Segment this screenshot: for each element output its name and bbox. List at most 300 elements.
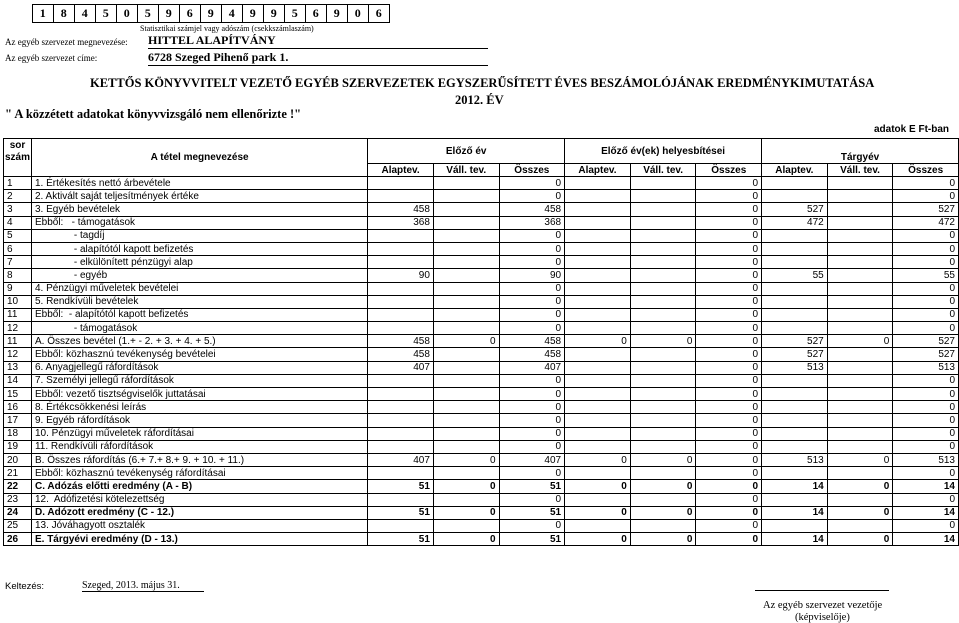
row-label: 13. Jóváhagyott osztalék — [31, 519, 367, 532]
value-cell — [762, 242, 828, 255]
value-cell — [762, 493, 828, 506]
value-cell: 51 — [368, 506, 434, 519]
value-cell — [565, 282, 631, 295]
value-cell: 0 — [893, 229, 959, 242]
value-cell: 0 — [893, 519, 959, 532]
value-cell — [565, 295, 631, 308]
row-label: 12. Adófizetési kötelezettség — [31, 493, 367, 506]
value-cell — [630, 374, 696, 387]
row-label: 11. Rendkívüli ráfordítások — [31, 440, 367, 453]
value-cell — [827, 308, 893, 321]
sub-header-cell: Alaptev. — [762, 164, 828, 177]
value-cell: 527 — [762, 203, 828, 216]
table-row — [4, 348, 959, 361]
value-cell — [565, 401, 631, 414]
value-cell — [565, 216, 631, 229]
value-cell: 0 — [696, 177, 762, 190]
row-label: 8. Értékcsökkenési leírás — [31, 401, 367, 414]
value-cell — [565, 190, 631, 203]
row-label: A. Összes bevétel (1.+ - 2. + 3. + 4. + 5.) — [31, 335, 367, 348]
row-label: 4. Pénzügyi műveletek bevételei — [31, 282, 367, 295]
table-row — [4, 467, 959, 480]
value-cell — [827, 388, 893, 401]
value-cell: 407 — [368, 453, 434, 466]
value-cell — [630, 256, 696, 269]
value-cell — [630, 493, 696, 506]
row-label: - alapítótól kapott befizetés — [31, 242, 367, 255]
value-cell — [762, 427, 828, 440]
value-cell — [565, 361, 631, 374]
row-label: E. Tárgyévi eredmény (D - 13.) — [31, 533, 367, 546]
value-cell — [827, 229, 893, 242]
value-cell: 0 — [696, 282, 762, 295]
row-number: 11 — [4, 335, 32, 348]
row-label: 3. Egyéb bevételek — [31, 203, 367, 216]
value-cell: 0 — [696, 242, 762, 255]
value-cell — [827, 216, 893, 229]
value-cell: 0 — [696, 361, 762, 374]
value-cell — [565, 519, 631, 532]
row-number: 21 — [4, 467, 32, 480]
row-label: C. Adózás előtti eredmény (A - B) — [31, 480, 367, 493]
value-cell — [827, 295, 893, 308]
value-cell — [630, 322, 696, 335]
value-cell — [565, 229, 631, 242]
value-cell: 0 — [893, 427, 959, 440]
stat-number-digit: 9 — [263, 4, 286, 23]
sub-header-cell: Összes — [696, 164, 762, 177]
value-cell — [630, 190, 696, 203]
sub-header-cell: Váll. tev. — [433, 164, 499, 177]
value-cell — [433, 388, 499, 401]
value-cell: 0 — [696, 203, 762, 216]
value-cell: 0 — [433, 453, 499, 466]
table-row — [4, 295, 959, 308]
value-cell: 407 — [499, 453, 565, 466]
table-row — [4, 177, 959, 190]
value-cell — [630, 229, 696, 242]
value-cell: 0 — [433, 506, 499, 519]
stat-number-digit: 6 — [368, 4, 391, 23]
value-cell — [762, 295, 828, 308]
value-cell: 14 — [893, 533, 959, 546]
value-cell — [565, 467, 631, 480]
table-row — [4, 361, 959, 374]
value-cell: 0 — [696, 216, 762, 229]
group-prev: Előző év — [368, 139, 565, 164]
row-label: - egyéb — [31, 269, 367, 282]
value-cell — [433, 256, 499, 269]
value-cell — [762, 190, 828, 203]
value-cell — [433, 519, 499, 532]
value-cell: 513 — [893, 453, 959, 466]
value-cell: 458 — [368, 203, 434, 216]
value-cell: 14 — [893, 480, 959, 493]
value-cell — [827, 203, 893, 216]
col-sor: sor — [4, 139, 32, 152]
value-cell: 0 — [565, 506, 631, 519]
value-cell: 0 — [630, 453, 696, 466]
value-cell: 0 — [827, 506, 893, 519]
value-cell: 14 — [762, 506, 828, 519]
value-cell — [827, 427, 893, 440]
value-cell — [630, 388, 696, 401]
value-cell — [827, 361, 893, 374]
row-label: - tagdíj — [31, 229, 367, 242]
row-label: 9. Egyéb ráfordítások — [31, 414, 367, 427]
sub-header-cell: Összes — [499, 164, 565, 177]
value-cell: 0 — [696, 269, 762, 282]
value-cell: 0 — [499, 388, 565, 401]
row-number: 9 — [4, 282, 32, 295]
value-cell: 0 — [499, 493, 565, 506]
value-cell: 90 — [368, 269, 434, 282]
stat-number-digit: 0 — [116, 4, 139, 23]
value-cell — [565, 308, 631, 321]
value-cell — [630, 519, 696, 532]
stat-number-digit: 5 — [137, 4, 160, 23]
value-cell: 55 — [762, 269, 828, 282]
value-cell — [565, 256, 631, 269]
value-cell: 51 — [368, 533, 434, 546]
value-cell: 0 — [696, 401, 762, 414]
value-cell — [827, 401, 893, 414]
table-row — [4, 427, 959, 440]
row-number: 6 — [4, 242, 32, 255]
value-cell: 0 — [893, 388, 959, 401]
value-cell — [827, 440, 893, 453]
stat-number-caption: Statisztikai számjel vagy adószám (csekkszámlaszám) — [140, 24, 314, 33]
value-cell: 0 — [630, 506, 696, 519]
row-label: 1. Értékesítés nettó árbevétele — [31, 177, 367, 190]
value-cell: 0 — [696, 533, 762, 546]
row-label: - támogatások — [31, 322, 367, 335]
value-cell — [565, 203, 631, 216]
value-cell — [565, 322, 631, 335]
stat-number-digit: 9 — [158, 4, 181, 23]
value-cell: 0 — [696, 229, 762, 242]
value-cell: 0 — [696, 453, 762, 466]
value-cell — [630, 440, 696, 453]
value-cell — [433, 440, 499, 453]
report-title: KETTŐS KÖNYVVITELT VEZETŐ EGYÉB SZERVEZETEK EGYSZERŰSÍTETT ÉVES BESZÁMOLÓJÁNAK EREDMÉNYKIMUTATÁSA — [90, 76, 875, 90]
value-cell — [762, 256, 828, 269]
value-cell — [368, 242, 434, 255]
row-label: Ebből: - támogatások — [31, 216, 367, 229]
value-cell: 14 — [762, 480, 828, 493]
value-cell: 458 — [368, 335, 434, 348]
value-cell: 0 — [696, 388, 762, 401]
value-cell — [433, 295, 499, 308]
audit-note: " A közzétett adatokat könyvvizsgáló nem ellenőrizte !" — [5, 107, 302, 121]
value-cell — [762, 322, 828, 335]
value-cell: 0 — [499, 190, 565, 203]
row-number: 5 — [4, 229, 32, 242]
value-cell — [630, 308, 696, 321]
row-number: 23 — [4, 493, 32, 506]
value-cell — [368, 374, 434, 387]
value-cell: 0 — [499, 229, 565, 242]
value-cell — [565, 242, 631, 255]
value-cell: 0 — [893, 308, 959, 321]
signer-line1: Az egyéb szervezet vezetője — [763, 600, 883, 611]
stat-number-boxes — [33, 4, 390, 23]
table-row — [4, 229, 959, 242]
row-number: 4 — [4, 216, 32, 229]
row-label: 7. Személyi jellegű ráfordítások — [31, 374, 367, 387]
value-cell: 0 — [499, 256, 565, 269]
row-number: 22 — [4, 480, 32, 493]
value-cell — [827, 519, 893, 532]
value-cell — [368, 467, 434, 480]
value-cell — [630, 269, 696, 282]
value-cell — [827, 493, 893, 506]
stat-number-digit: 6 — [305, 4, 328, 23]
value-cell — [630, 401, 696, 414]
value-cell — [565, 427, 631, 440]
table-row — [4, 242, 959, 255]
value-cell: 0 — [893, 282, 959, 295]
value-cell: 0 — [893, 177, 959, 190]
value-cell: 0 — [696, 322, 762, 335]
value-cell — [565, 374, 631, 387]
value-cell — [630, 203, 696, 216]
org-name-label: Az egyéb szervezet megnevezése: — [5, 37, 128, 47]
value-cell — [368, 308, 434, 321]
value-cell: 0 — [630, 480, 696, 493]
value-cell — [762, 519, 828, 532]
value-cell — [827, 269, 893, 282]
row-label: D. Adózott eredmény (C - 12.) — [31, 506, 367, 519]
table-row — [4, 440, 959, 453]
stat-number-digit: 0 — [347, 4, 370, 23]
value-cell: 0 — [893, 374, 959, 387]
value-cell — [630, 467, 696, 480]
row-number: 13 — [4, 361, 32, 374]
value-cell: 0 — [630, 533, 696, 546]
value-cell: 0 — [499, 308, 565, 321]
value-cell: 0 — [499, 427, 565, 440]
value-cell: 0 — [499, 177, 565, 190]
value-cell — [762, 282, 828, 295]
table-row — [4, 401, 959, 414]
row-number: 2 — [4, 190, 32, 203]
org-address: 6728 Szeged Pihenő park 1. — [148, 50, 488, 66]
value-cell: 14 — [893, 506, 959, 519]
table-row — [4, 282, 959, 295]
value-cell: 0 — [893, 414, 959, 427]
stat-number-digit: 9 — [200, 4, 223, 23]
value-cell — [630, 282, 696, 295]
value-cell: 458 — [499, 203, 565, 216]
value-cell: 0 — [827, 453, 893, 466]
value-cell: 0 — [827, 480, 893, 493]
value-cell: 0 — [696, 256, 762, 269]
value-cell — [565, 440, 631, 453]
row-number: 16 — [4, 401, 32, 414]
value-cell — [433, 190, 499, 203]
value-cell: 407 — [368, 361, 434, 374]
value-cell — [630, 348, 696, 361]
value-cell: 0 — [696, 427, 762, 440]
value-cell: 458 — [499, 348, 565, 361]
value-cell — [565, 177, 631, 190]
table-row — [4, 308, 959, 321]
value-cell: 51 — [368, 480, 434, 493]
table-row — [4, 506, 959, 519]
row-label: Ebből: vezető tisztségviselők juttatásai — [31, 388, 367, 401]
table-row — [4, 322, 959, 335]
value-cell — [368, 256, 434, 269]
value-cell: 55 — [893, 269, 959, 282]
value-cell: 527 — [893, 203, 959, 216]
value-cell: 513 — [762, 361, 828, 374]
row-number: 10 — [4, 295, 32, 308]
value-cell — [433, 493, 499, 506]
value-cell — [630, 414, 696, 427]
row-number: 24 — [4, 506, 32, 519]
value-cell — [368, 229, 434, 242]
value-cell: 368 — [499, 216, 565, 229]
value-cell: 0 — [499, 282, 565, 295]
unit-note: adatok E Ft-ban — [874, 124, 950, 135]
row-label: 6. Anyagjellegű ráfordítások — [31, 361, 367, 374]
value-cell: 0 — [565, 480, 631, 493]
table-row — [4, 388, 959, 401]
value-cell: 0 — [565, 335, 631, 348]
value-cell — [565, 348, 631, 361]
value-cell: 0 — [565, 533, 631, 546]
value-cell — [827, 190, 893, 203]
value-cell: 14 — [762, 533, 828, 546]
value-cell — [433, 414, 499, 427]
table-row — [4, 216, 959, 229]
stat-number-digit: 5 — [95, 4, 118, 23]
group-corr: Előző év(ek) helyesbítései — [565, 139, 762, 164]
value-cell: 0 — [499, 401, 565, 414]
value-cell — [433, 203, 499, 216]
value-cell — [827, 414, 893, 427]
table-row — [4, 453, 959, 466]
row-label: 10. Pénzügyi műveletek ráfordításai — [31, 427, 367, 440]
value-cell — [565, 414, 631, 427]
value-cell: 0 — [630, 335, 696, 348]
value-cell: 90 — [499, 269, 565, 282]
value-cell: 0 — [893, 401, 959, 414]
value-cell — [762, 401, 828, 414]
value-cell — [433, 308, 499, 321]
value-cell: 0 — [696, 493, 762, 506]
value-cell: 0 — [499, 467, 565, 480]
table-row — [4, 414, 959, 427]
value-cell — [368, 401, 434, 414]
table-row — [4, 203, 959, 216]
kelt-label: Keltezés: — [5, 581, 45, 592]
value-cell: 0 — [696, 335, 762, 348]
value-cell — [368, 177, 434, 190]
stat-number-digit: 9 — [326, 4, 349, 23]
report-year: 2012. ÉV — [455, 93, 504, 107]
value-cell — [762, 374, 828, 387]
col-item: A tétel megnevezése — [31, 139, 367, 177]
col-szam: szám — [4, 151, 30, 163]
value-cell — [368, 295, 434, 308]
value-cell: 472 — [762, 216, 828, 229]
value-cell: 51 — [499, 533, 565, 546]
value-cell — [565, 388, 631, 401]
value-cell: 0 — [696, 440, 762, 453]
value-cell: 0 — [499, 374, 565, 387]
value-cell: 0 — [499, 519, 565, 532]
value-cell — [433, 177, 499, 190]
org-name: HITTEL ALAPÍTVÁNY — [148, 33, 488, 49]
value-cell: 513 — [762, 453, 828, 466]
value-cell: 0 — [893, 467, 959, 480]
value-cell — [368, 427, 434, 440]
signature-line — [755, 590, 889, 591]
value-cell — [368, 414, 434, 427]
value-cell — [827, 348, 893, 361]
row-label: - elkülönített pénzügyi alap — [31, 256, 367, 269]
row-number: 18 — [4, 427, 32, 440]
value-cell — [827, 282, 893, 295]
table-row — [4, 493, 959, 506]
value-cell — [433, 216, 499, 229]
value-cell — [827, 242, 893, 255]
row-label: Ebből: közhasznú tevékenység ráfordításai — [31, 467, 367, 480]
row-number: 19 — [4, 440, 32, 453]
row-label: 5. Rendkívüli bevételek — [31, 295, 367, 308]
table-row — [4, 269, 959, 282]
value-cell — [762, 440, 828, 453]
row-label: Ebből: közhasznú tevékenység bevételei — [31, 348, 367, 361]
row-label: Ebből: - alapítótól kapott befizetés — [31, 308, 367, 321]
value-cell — [433, 427, 499, 440]
value-cell: 0 — [499, 440, 565, 453]
value-cell — [433, 467, 499, 480]
value-cell — [630, 242, 696, 255]
value-cell — [827, 467, 893, 480]
value-cell: 0 — [893, 493, 959, 506]
value-cell: 458 — [368, 348, 434, 361]
value-cell — [827, 322, 893, 335]
value-cell: 0 — [499, 295, 565, 308]
value-cell: 527 — [762, 335, 828, 348]
value-cell: 513 — [893, 361, 959, 374]
value-cell — [630, 427, 696, 440]
value-cell — [827, 374, 893, 387]
value-cell: 527 — [893, 348, 959, 361]
row-number: 8 — [4, 269, 32, 282]
row-number: 20 — [4, 453, 32, 466]
value-cell: 0 — [893, 295, 959, 308]
sub-header-cell: Váll. tev. — [630, 164, 696, 177]
sub-header-cell: Váll. tev. — [827, 164, 893, 177]
value-cell: 407 — [499, 361, 565, 374]
value-cell — [433, 348, 499, 361]
value-cell: 0 — [893, 242, 959, 255]
row-number: 15 — [4, 388, 32, 401]
value-cell — [368, 190, 434, 203]
value-cell: 51 — [499, 506, 565, 519]
value-cell — [433, 322, 499, 335]
value-cell: 0 — [696, 295, 762, 308]
value-cell — [762, 467, 828, 480]
stat-number-digit: 4 — [74, 4, 97, 23]
value-cell: 0 — [696, 348, 762, 361]
value-cell — [433, 361, 499, 374]
value-cell — [827, 256, 893, 269]
